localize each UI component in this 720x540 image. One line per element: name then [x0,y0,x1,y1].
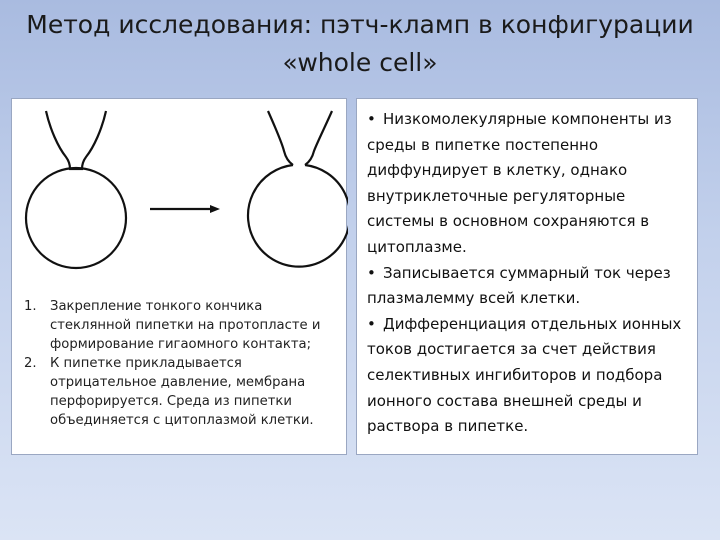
cell-circle-after [248,165,348,267]
pipette-left-outline-after [268,111,293,165]
pipette-right-outline-after [305,111,332,165]
bullet-text: Низкомолекулярные компоненты из среды в пипетке постепенно диффундирует в клетку, однако внутриклеточные регуляторные системы в основном сохраняются в цитоплазме. [367,110,672,256]
cell-circle-before [26,168,126,268]
procedure-step [24,354,342,430]
bullet-item [367,261,689,312]
pipette-right-outline [82,111,106,169]
step-text: К пипетке прикладывается отрицательное давление, мембрана перфорируется. Среда из пипетки объединяется с цитоплазмой клетки. [50,356,314,428]
bullet-text: Дифференциация отдельных ионных токов достигается за счет действия селективных ингибиторов и подбора ионного состава внешней среды и раствора в пипетке. [367,314,682,436]
description-bullets [367,107,689,440]
step-number: 1. [24,299,37,314]
bullet-item [367,107,689,261]
slide-title-line-1: Метод исследования: пэтч-кламп в конфигурации [26,10,694,39]
description-panel [356,98,698,455]
cell-attached-illustration [26,111,126,268]
slide-title [0,6,720,82]
slide-title-line-2: «whole cell» [282,48,438,77]
step-text: Закрепление тонкого кончика стеклянной пипетки на протопласте и формирование гигаомного контакта; [50,299,321,352]
patch-clamp-diagram [12,99,348,299]
transition-arrow [150,205,220,213]
bullet-symbol: • [367,263,376,282]
pipette-left-outline [46,111,70,169]
bullet-symbol: • [367,110,376,128]
bullet-item [367,312,689,440]
bullet-text: Записывается суммарный ток через плазмалемму всей клетки. [367,263,671,308]
figure-panel [11,98,347,455]
step-number: 2. [24,356,37,371]
bullet-symbol: • [367,314,376,333]
procedure-step [24,297,342,354]
whole-cell-illustration [248,111,348,267]
procedure-steps-list [24,297,342,430]
